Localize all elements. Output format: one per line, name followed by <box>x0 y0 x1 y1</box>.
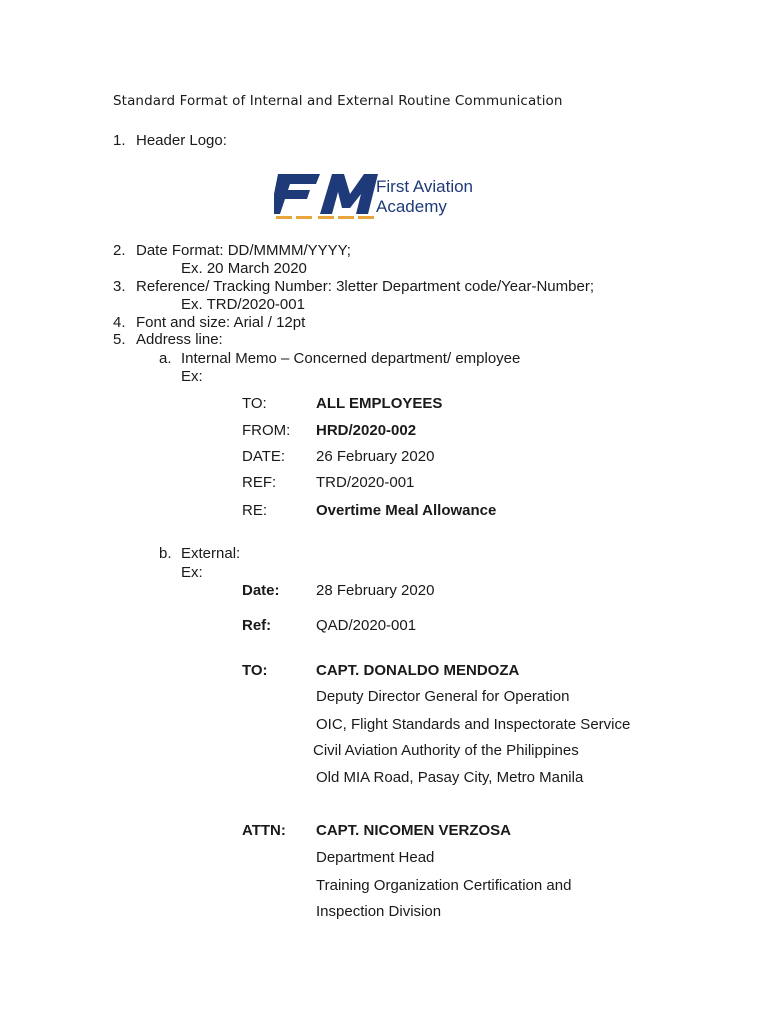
item-4-number: 4. <box>113 314 126 331</box>
item-2-example: Ex. 20 March 2020 <box>181 260 307 277</box>
document-title: Standard Format of Internal and External Routine Communication <box>113 93 563 109</box>
external-to-line-4: Civil Aviation Authority of the Philippines <box>313 742 579 759</box>
internal-ex: Ex: <box>181 368 203 385</box>
external-ref-value: QAD/2020-001 <box>316 617 417 634</box>
external-date-value: 28 February 2020 <box>316 582 435 599</box>
internal-from-value: HRD/2020-002 <box>316 422 417 439</box>
item-4-text: Font and size: Arial / 12pt <box>136 314 306 331</box>
external-attn-line-4: Inspection Division <box>316 903 442 920</box>
external-to-line-2: Deputy Director General for Operation <box>316 688 570 705</box>
external-heading: External: <box>181 545 241 562</box>
internal-from-label: FROM: <box>242 422 291 439</box>
external-to-line-5: Old MIA Road, Pasay City, Metro Manila <box>316 769 584 786</box>
fa-logo-mark-icon <box>274 170 510 222</box>
internal-date-label: DATE: <box>242 448 286 465</box>
internal-to-value: ALL EMPLOYEES <box>316 395 443 412</box>
external-letter: b. <box>159 545 172 562</box>
item-1-text: Header Logo: <box>136 132 227 149</box>
item-3-number: 3. <box>113 278 126 295</box>
internal-date-value: 26 February 2020 <box>316 448 435 465</box>
external-to-label: TO: <box>242 662 268 679</box>
item-2-number: 2. <box>113 242 126 259</box>
external-to-name: CAPT. DONALDO MENDOZA <box>316 662 520 679</box>
item-3-text: Reference/ Tracking Number: 3letter Department code/Year-Number; <box>136 278 594 295</box>
company-logo <box>274 170 510 222</box>
internal-ref-value: TRD/2020-001 <box>316 474 415 491</box>
external-ex: Ex: <box>181 564 203 581</box>
external-attn-line-3: Training Organization Certification and <box>316 877 572 894</box>
item-2-text: Date Format: DD/MMMM/YYYY; <box>136 242 351 259</box>
internal-heading: Internal Memo – Concerned department/ employee <box>181 350 521 367</box>
internal-re-label: RE: <box>242 502 268 519</box>
item-3-example: Ex. TRD/2020-001 <box>181 296 305 313</box>
external-ref-label: Ref: <box>242 617 272 634</box>
logo-text-line2: Academy <box>376 197 447 216</box>
internal-ref-label: REF: <box>242 474 277 491</box>
external-attn-label: ATTN: <box>242 822 286 839</box>
external-attn-name: CAPT. NICOMEN VERZOSA <box>316 822 512 839</box>
internal-letter: a. <box>159 350 172 367</box>
external-to-line-3: OIC, Flight Standards and Inspectorate Service <box>316 716 631 733</box>
external-attn-line-2: Department Head <box>316 849 435 866</box>
internal-to-label: TO: <box>242 395 267 412</box>
logo-text-line1: First Aviation <box>376 177 474 196</box>
item-1-number: 1. <box>113 132 126 149</box>
internal-re-value: Overtime Meal Allowance <box>316 502 497 519</box>
item-5-text: Address line: <box>136 331 223 348</box>
external-date-label: Date: <box>242 582 280 599</box>
item-5-number: 5. <box>113 331 126 348</box>
